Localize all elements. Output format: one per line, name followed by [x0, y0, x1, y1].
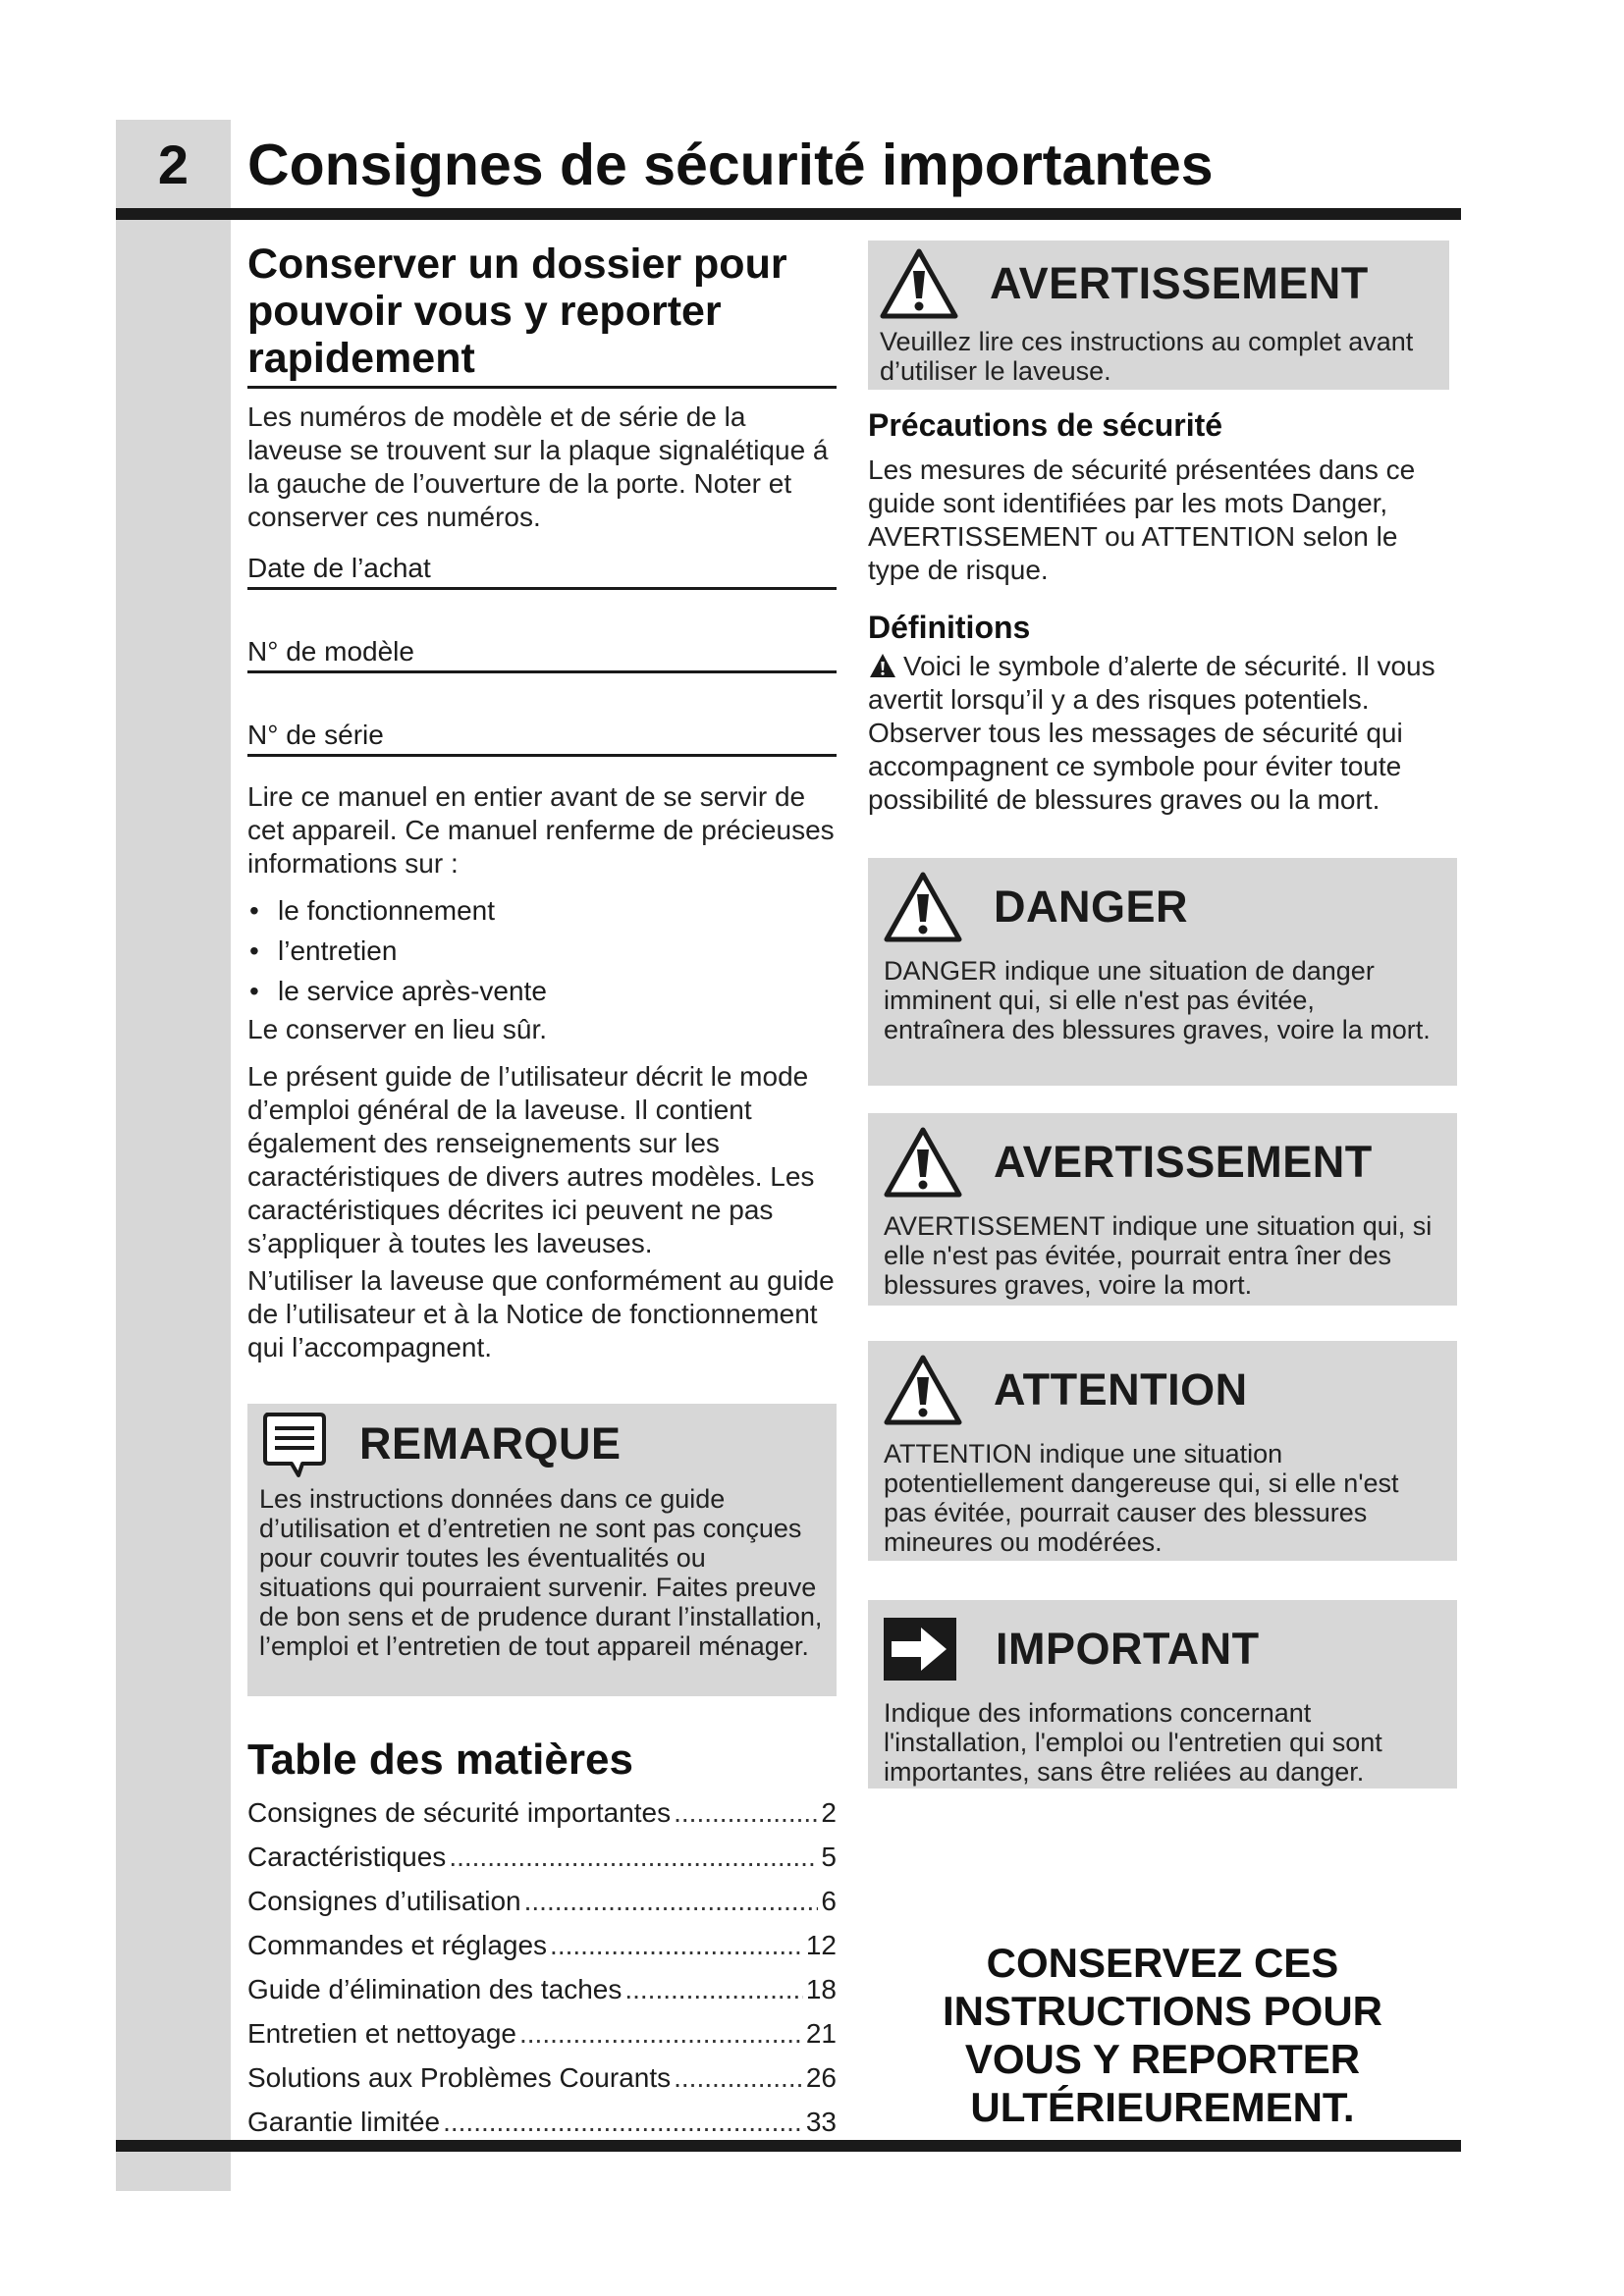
- toc-item: [247, 1835, 837, 1879]
- toc-item-page: 18: [805, 1974, 837, 2004]
- danger-title: DANGER: [994, 881, 1189, 932]
- caution-box: [868, 1341, 1457, 1561]
- important-text: Indique des informations concernant l'installation, l'emploi ou l'entretien qui sont importantes, sans être reliées au danger.: [884, 1698, 1382, 1787]
- warning-triangle-icon: [880, 247, 958, 320]
- list-item: • le fonctionnement: [247, 890, 837, 931]
- toc-item: [247, 2100, 837, 2144]
- definitions-text: Voici le symbole d’alerte de sécurité. Il vous avertit lorsqu’il y a des risques potentiels. Observer tous les messages de sécurité qui accompagnent ce symbole pour éviter toute possibilité de blessures graves ou la mort.: [868, 651, 1435, 815]
- note-icon: [259, 1409, 330, 1479]
- toc-item: [247, 1879, 837, 1923]
- toc-item-page: 5: [821, 1842, 837, 1872]
- remark-title: REMARQUE: [359, 1418, 622, 1468]
- warning-triangle-icon: [884, 1126, 962, 1199]
- warning-triangle-icon: [884, 871, 962, 943]
- keep-instructions-note: [868, 1939, 1457, 2131]
- usage-text: N’utiliser la laveuse que conformément au guide de l’utilisateur et à la Notice de fonctionnement qui l’accompagnent.: [247, 1265, 835, 1362]
- toc-item-label: Entretien et nettoyage: [247, 2018, 516, 2049]
- caution-title: ATTENTION: [994, 1364, 1248, 1415]
- toc-item-page: 21: [805, 2018, 837, 2049]
- toc-item-label: Solutions aux Problèmes Courants: [247, 2062, 672, 2093]
- remark-text: Les instructions données dans ce guide d’utilisation et d’entretien ne sont pas conçues pour couvrir toutes les éventualités ou situations qui pourraient survenir. Faites preuve de bon sens et de prudence durant l’installation, l’emploi et l’entretien de tout appareil ménager.: [259, 1484, 823, 1661]
- list-item: • l’entretien: [247, 931, 837, 971]
- danger-text: DANGER indique une situation de danger imminent qui, si elle n'est pas évitée, entraînera des blessures graves, voire la mort.: [884, 956, 1431, 1044]
- toc-item: [247, 2056, 837, 2100]
- toc-item: [247, 2011, 837, 2056]
- purchase-date-field: Date de l’achat: [247, 552, 837, 590]
- top-warning-text: Veuillez lire ces instructions au complet avant d’utiliser le laveuse.: [880, 327, 1414, 386]
- toc-item-label: Commandes et réglages: [247, 1930, 548, 1960]
- toc-item-page: 2: [821, 1797, 837, 1828]
- danger-box: [868, 858, 1457, 1086]
- keep-note-line: CONSERVEZ CES: [986, 1940, 1339, 1986]
- toc-item-page: 26: [805, 2062, 837, 2093]
- side-strip: [116, 120, 231, 2191]
- important-box: [868, 1600, 1457, 1789]
- toc-item-label: Garantie limitée: [247, 2107, 441, 2137]
- definitions-heading: Définitions: [868, 610, 1031, 645]
- toc-item-page: 6: [821, 1886, 837, 1916]
- list-item: • le service après-vente: [247, 971, 837, 1011]
- manual-intro-text: Lire ce manuel en entier avant de se servir de cet appareil. Ce manuel renferme de précieuses informations sur :: [247, 781, 835, 879]
- record-title: Conserver un dossier pour pouvoir vous y reporter rapidement: [247, 240, 837, 389]
- definitions-paragraph: [868, 650, 1457, 817]
- left-column: [247, 240, 837, 2144]
- page-number: 2: [157, 133, 189, 195]
- toc-item-page: 12: [805, 1930, 837, 1960]
- keep-safe-text: Le conserver en lieu sûr.: [247, 1014, 548, 1044]
- serial-location-text: Les numéros de modèle et de série de la laveuse se trouvent sur la plaque signalétique á la gauche de l’ouverture de la porte. Noter et conserver ces numéros.: [247, 401, 829, 532]
- keep-note-line: VOUS Y REPORTER: [964, 2036, 1361, 2082]
- toc-item-label: Caractéristiques: [247, 1842, 447, 1872]
- arrow-right-icon: [884, 1618, 956, 1681]
- precautions-heading: Précautions de sécurité: [868, 407, 1223, 443]
- keep-note-line: ULTÉRIEUREMENT.: [970, 2084, 1355, 2130]
- keep-note-line: INSTRUCTIONS POUR: [942, 1988, 1382, 2034]
- toc-item-label: Consignes de sécurité importantes: [247, 1797, 672, 1828]
- serial-number-field: N° de série: [247, 719, 837, 757]
- warning-triangle-icon: [884, 1354, 962, 1426]
- toc-title: Table des matières: [247, 1735, 633, 1784]
- toc-item-label: Consignes d’utilisation: [247, 1886, 521, 1916]
- top-warning-box: [868, 240, 1449, 390]
- guide-description-text: Le présent guide de l’utilisateur décrit le mode d’emploi général de la laveuse. Il contient également des renseignements sur les caractéristiques de divers autres modèles. Les caractéristiques décrites ici peuvent ne pas s’appliquer à toutes les laveuses.: [247, 1061, 815, 1258]
- top-warning-title: AVERTISSEMENT: [990, 258, 1369, 308]
- toc-item: [247, 1967, 837, 2011]
- model-number-field: N° de modèle: [247, 635, 837, 673]
- toc-item: [247, 1790, 837, 1835]
- topics-list: [247, 890, 837, 1011]
- safety-alert-icon: [868, 652, 897, 679]
- page-title: Consignes de sécurité importantes: [247, 133, 1214, 197]
- precautions-text: Les mesures de sécurité présentées dans ce guide sont identifiées par les mots Danger, AVERTISSEMENT ou ATTENTION selon le type de risque.: [868, 454, 1416, 585]
- right-column: [868, 240, 1457, 1789]
- remark-box: [247, 1404, 837, 1696]
- important-title: IMPORTANT: [996, 1624, 1260, 1674]
- warning-text: AVERTISSEMENT indique une situation qui, si elle n'est pas évitée, pourrait entra îner des blessures graves, voire la mort.: [884, 1211, 1433, 1300]
- table-of-contents: [247, 1790, 837, 2144]
- toc-item: [247, 1923, 837, 1967]
- warning-box: [868, 1113, 1457, 1306]
- bottom-rule: [116, 2140, 1461, 2152]
- top-rule: [116, 208, 1461, 220]
- caution-text: ATTENTION indique une situation potentiellement dangereuse qui, si elle n'est pas évitée, pourrait causer des blessures mineures ou modérées.: [884, 1439, 1399, 1557]
- warning-title: AVERTISSEMENT: [994, 1137, 1373, 1187]
- toc-item-label: Guide d’élimination des taches: [247, 1974, 623, 2004]
- toc-item-page: 33: [805, 2107, 837, 2137]
